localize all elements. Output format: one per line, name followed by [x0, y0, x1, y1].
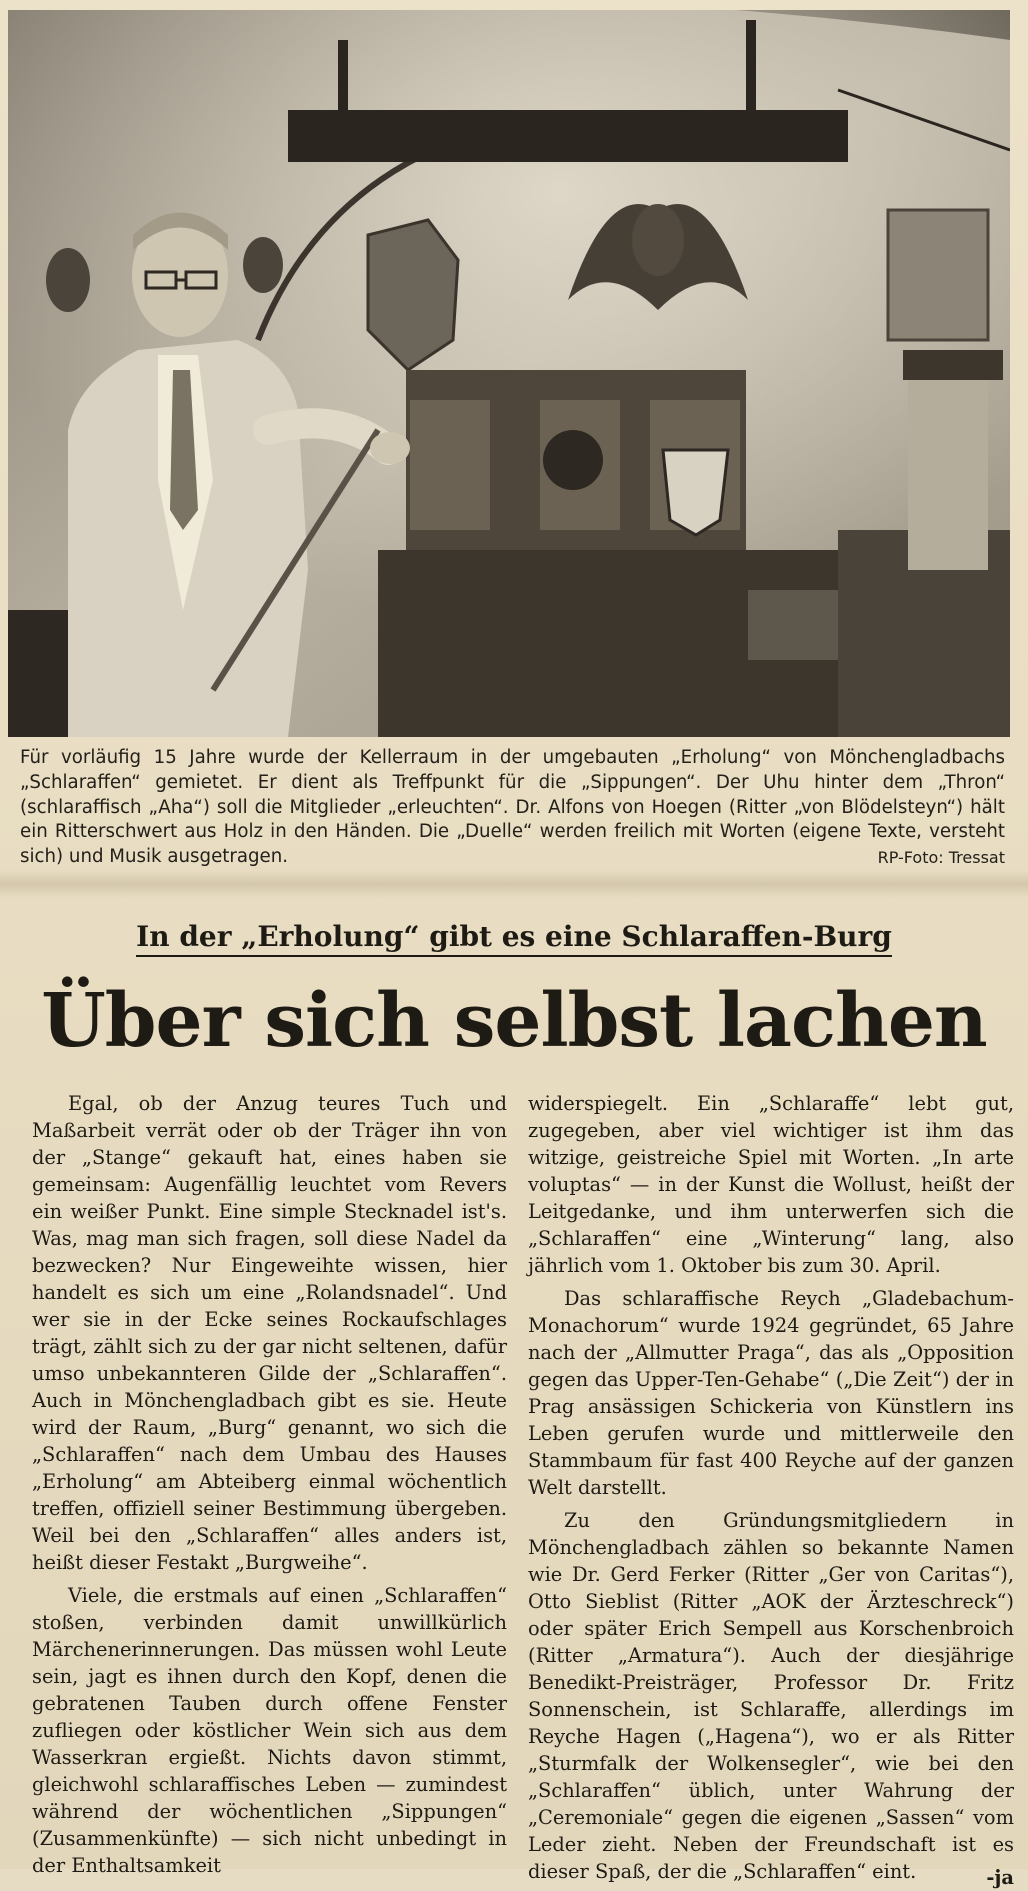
- paper-fold: [0, 870, 1028, 898]
- paragraph: widerspiegelt. Ein „Schlaraffe“ lebt gut, zugegeben, aber viel wichtiger ist ihm das witzige, geistreiche Spiel mit Worten. „In arte voluptas“ — in der Kunst die Wollust, heißt der Leitgedanke, und ihm unterwerfen sich die „Schlaraffen“ eine „Winterung“ lang, also jährlich vom 1. Oktober bis zum 30. April.: [528, 1092, 1014, 1277]
- paragraph: Zu den Gründungsmitgliedern in Mönchengladbach zählen so bekannte Namen wie Dr. Gerd Ferker (Ritter „Ger von Caritas“), Otto Sieblist (Ritter „AOK der Ärzteschreck“) oder später Erich Sempell aus Korschenbroich (Ritter „Armatura“). Auch der diesjährige Benedikt-Preisträger, Professor Dr. Fritz Sonnenschein, ist Schlaraffe, allerdings im Reyche Hagen („Hagena“), wo er als Ritter „Sturmfalk der Wolkensegler“, wie bei den „Schlaraffen“ üblich, unter Wahrung der „Ceremoniale“ gegen die eigenen „Sassen“ vom Leder zieht. Neben der Freundschaft ist es dieser Spaß, der die „Schlaraffen“ eint.: [528, 1509, 1014, 1883]
- kicker-text: In der „Erholung“ gibt es eine Schlaraffen-Burg: [136, 920, 892, 957]
- article-column-right: [528, 1090, 1014, 1891]
- author-signature: -ja: [986, 1866, 1014, 1889]
- article-headline: Über sich selbst lachen: [41, 978, 987, 1064]
- photo-illustration: [8, 10, 1010, 737]
- paragraph: Das schlaraffische Reych „Gladebachum-Monachorum“ wurde 1924 gegründet, 65 Jahre nach der „Allmutter Praga“, das als „Opposition gegen das Upper-Ten-Gehabe“ („Die Zeit“) der in Prag ansässigen Schickeria von Künstlern ins Leben gerufen wurde und mittlerweile den Stammbaum für fast 400 Reyche auf der ganzen Welt darstellt.: [528, 1287, 1014, 1499]
- paragraph: Viele, die erstmals auf einen „Schlaraffen“ stoßen, verbinden damit unwillkürlich Märchenerinnerungen. Das müssen wohl Leute sein, jagt es ihnen durch den Kopf, denen die gebratenen Tauben durch offene Fenster zufliegen oder köstlicher Wein sich aus dem Wasserkran ergießt. Nichts davon stimmt, gleichwohl schlaraffisches Leben — zumindest während der wöchentlichen „Sippungen“ (Zusammenkünfte) — sich nicht unbedingt in der Enthaltsamkeit: [32, 1584, 507, 1877]
- paragraph: Egal, ob der Anzug teures Tuch und Maßarbeit verrät oder ob der Träger ihn von der „Stange“ gekauft hat, eines haben sie gemeinsam: Augenfällig leuchtet vom Revers ein weißer Punkt. Eine simple Stecknadel ist's. Was, mag man sich fragen, soll diese Nadel da bezwecken? Nur Eingeweihte wissen, hier handelt es sich um eine „Rolandsnadel“. Und wer sie in der Ecke seines Rockaufschlages trägt, zählt sich zu der gar nicht seltenen, dafür umso unbekannteren Gilde der „Schlaraffen“. Auch in Mönchengladbach gibt es sie. Heute wird der Raum, „Burg“ genannt, wo sich die „Schlaraffen“ nach dem Umbau des Hauses „Erholung“ am Abteiberg einmal wöchentlich treffen, offiziell seiner Bestimmung übergeben. Weil bei den „Schlaraffen“ alles anders ist, heißt dieser Festakt „Burgweihe“.: [32, 1092, 507, 1574]
- news-photo: [8, 10, 1010, 737]
- article-column-left: [32, 1090, 507, 1885]
- photo-credit: RP-Foto: Tressat: [877, 847, 1005, 867]
- caption-text: Für vorläufig 15 Jahre wurde der Kellerraum in der umgebauten „Erholung“ von Mönchengladbachs „Schlaraffen“ gemietet. Er dient als Treffpunkt für die „Sippungen“. Der Uhu hinter dem „Thron“ (schlaraffisch „Aha“) soll die Mitglieder „erleuchten“. Dr. Alfons von Hoegen (Ritter „von Blödelsteyn“) hält ein Ritterschwert aus Holz in den Händen. Die „Duelle“ werden freilich mit Worten (eigene Texte, versteht sich) und Musik ausgetragen.: [20, 747, 1005, 868]
- photo-caption: [20, 746, 1005, 871]
- article-kicker: [0, 920, 1028, 953]
